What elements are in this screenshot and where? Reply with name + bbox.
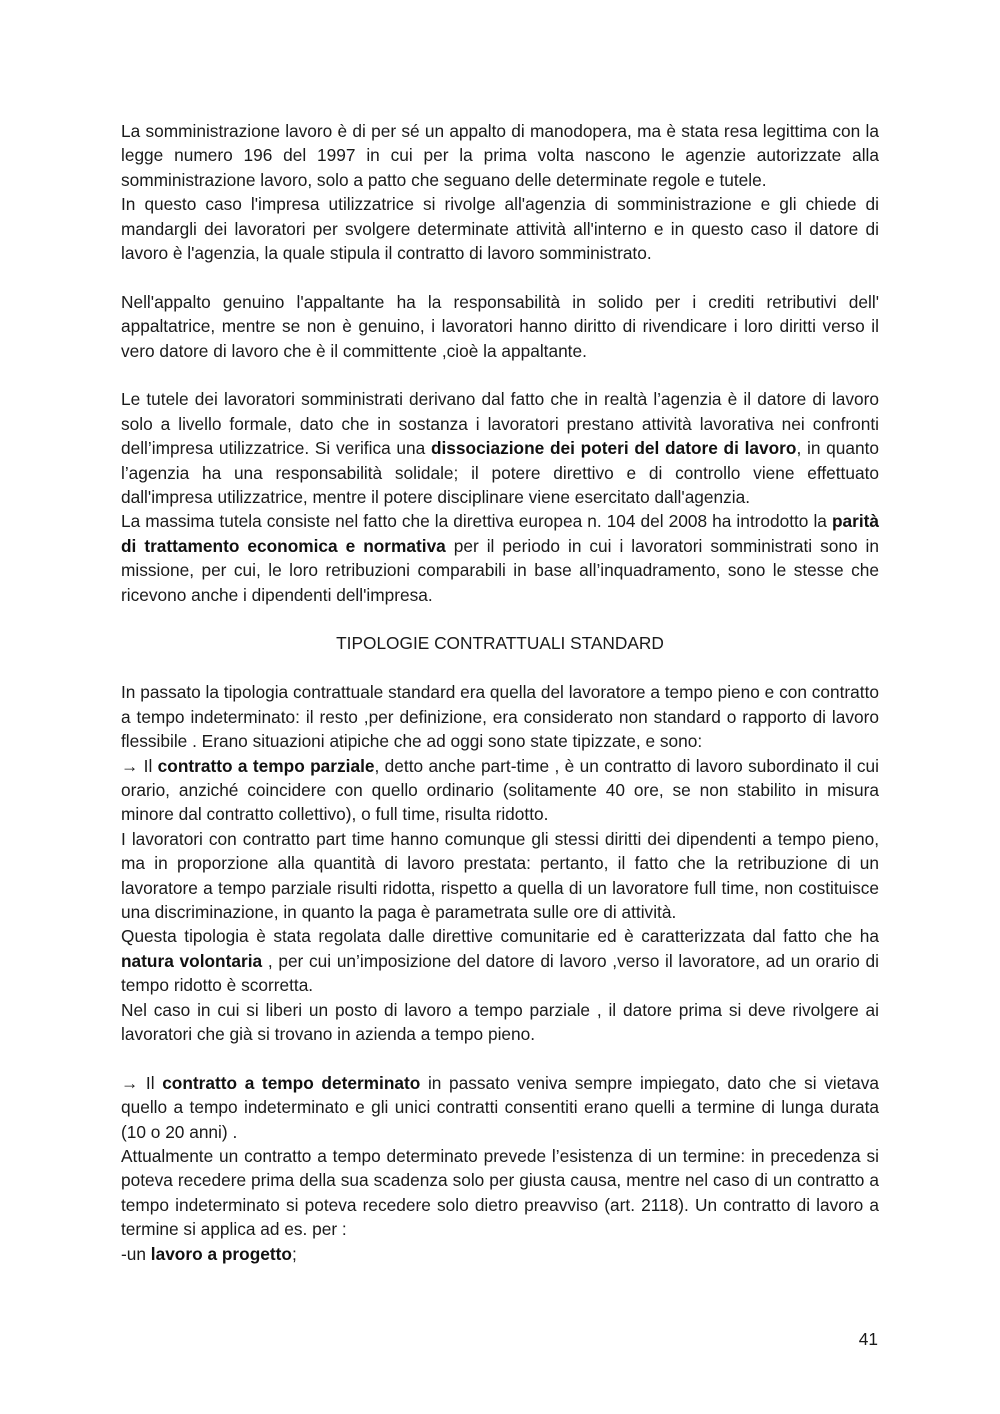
bold-term: dissociazione dei poteri del datore di lavoro bbox=[430, 438, 797, 459]
text-run: Le tutele dei lavoratori somministrati derivano dal fatto che in realtà l’agenzia è il datore di lavoro solo a livello formale, dato che in sostanza i lavoratori prestano attività lavorativa nei confronti dell’impresa utilizzatrice. Si verifica una bbox=[121, 389, 879, 459]
paragraph-appalto-genuino: Nell'appalto genuino l'appaltante ha la responsabilità in solido per i crediti retributivi dell' appaltatrice, mentre se non è genuino, i lavoratori hanno diritto di rivendicare i loro diritti verso il vero datore di lavoro che è il committente ,cioè la appaltante. bbox=[121, 291, 879, 361]
paragraph-tempo-determinato bbox=[121, 1071, 879, 1144]
text-run: , detto anche part-time , è un contratto di lavoro subordinato il cui orario, anziché coincidere con quello ordinario (solitamente 40 ore, se non stabilito in misura minore dal contratto collettivo), o full time, risulta ridotto. bbox=[121, 755, 879, 825]
bold-term: natura volontaria bbox=[121, 950, 263, 971]
paragraph-massima-tutela bbox=[121, 509, 879, 607]
section-heading: TIPOLOGIE CONTRATTUALI STANDARD bbox=[336, 633, 664, 654]
paragraph-part-time-diritti: I lavoratori con contratto part time hanno comunque gli stessi diritti dei dipendenti a tempo pieno, ma in proporzione alla quantità di lavoro prestata: pertanto, il fatto che la retribuzione di un lavoratore a tempo parziale risulti ridotta, rispetto a quella di un lavoratore full time, non costituisce una discriminazione, in quanto la paga è parametrata sulle ore di attività. bbox=[121, 828, 879, 922]
paragraph-tutele bbox=[121, 387, 879, 509]
text-run: → Il bbox=[121, 1072, 163, 1093]
bold-term: lavoro a progetto bbox=[150, 1243, 292, 1264]
paragraph-termine: Attualmente un contratto a tempo determinato prevede l’esistenza di un termine: in precedenza si poteva recedere prima della sua scadenza solo per giusta causa, mentre nel caso di un contratto a tempo indeterminato si poteva recedere solo dietro preavviso (art. 2118). Un contratto di lavoro a termine si applica ad es. per : bbox=[121, 1145, 879, 1240]
paragraph-tempo-parziale bbox=[121, 754, 879, 827]
paragraph-tipologia-standard: In passato la tipologia contrattuale standard era quella del lavoratore a tempo pieno e con contratto a tempo indeterminato: il resto ,per definizione, era considerato non standard o rapporto di lavoro flessibile . Erano situazioni atipiche che ad oggi sono state tipizzate, e sono: bbox=[121, 682, 879, 752]
paragraph-impresa-utilizzatrice: In questo caso l'impresa utilizzatrice si rivolge all'agenzia di somministrazione e gli chiede di mandargli dei lavoratori per svolgere determinate attività all'interno e in questo caso il datore di lavoro è l'agenzia, la quale stipula il contratto di lavoro somministrato. bbox=[121, 194, 879, 264]
text-run: ; bbox=[291, 1243, 297, 1264]
paragraph-somministrazione: La somministrazione lavoro è di per sé un appalto di manodopera, ma è stata resa legittima con la legge numero 196 del 1997 in cui per la prima volta nascono le agenzie autorizzate alla somministrazione lavoro, solo a patto che seguano delle determinate regole e tutele. bbox=[121, 121, 879, 190]
text-run: , per cui un’imposizione del datore di lavoro ,verso il lavoratore, ad un orario di tempo ridotto è scorretta. bbox=[121, 950, 879, 996]
paragraph-natura-volontaria bbox=[121, 924, 879, 997]
body-text bbox=[121, 119, 879, 1266]
text-run: per il periodo in cui i lavoratori somministrati sono in missione, per cui, le loro retribuzioni comparabili in base all’inquadramento, sono le stesse che ricevono anche i dipendenti dell'impresa. bbox=[121, 535, 879, 605]
text-run: -un bbox=[121, 1243, 151, 1264]
list-item-lavoro-progetto bbox=[121, 1242, 879, 1266]
text-run: → Il bbox=[121, 755, 158, 776]
bold-term: parità di trattamento economica e normativa bbox=[121, 511, 879, 556]
text-run: La massima tutela consiste nel fatto che la direttiva europea n. 104 del 2008 ha introdotto la bbox=[121, 511, 832, 532]
text-run: , in quanto l’agenzia ha una responsabilità solidale; il potere direttivo e di controllo viene effettuato dall'impresa utilizzatrice, mentre il potere disciplinare viene esercitato dall'agenzia. bbox=[121, 438, 879, 508]
bold-term: contratto a tempo determinato bbox=[162, 1072, 421, 1093]
text-run: Questa tipologia è stata regolata dalle direttive comunitarie ed è caratterizzata dal fatto che ha bbox=[121, 926, 879, 947]
bold-term: contratto a tempo parziale bbox=[157, 755, 375, 776]
text-run: in passato veniva sempre impiegato, dato che si vietava quello a tempo indeterminato e gli unici contratti consentiti erano quelli a termine di lunga durata (10 o 20 anni) . bbox=[121, 1072, 879, 1142]
page-number: 41 bbox=[858, 1329, 878, 1349]
paragraph-posto-parziale: Nel caso in cui si liberi un posto di lavoro a tempo parziale , il datore prima si deve rivolgere ai lavoratori che già si trovano in azienda a tempo pieno. bbox=[121, 999, 879, 1044]
